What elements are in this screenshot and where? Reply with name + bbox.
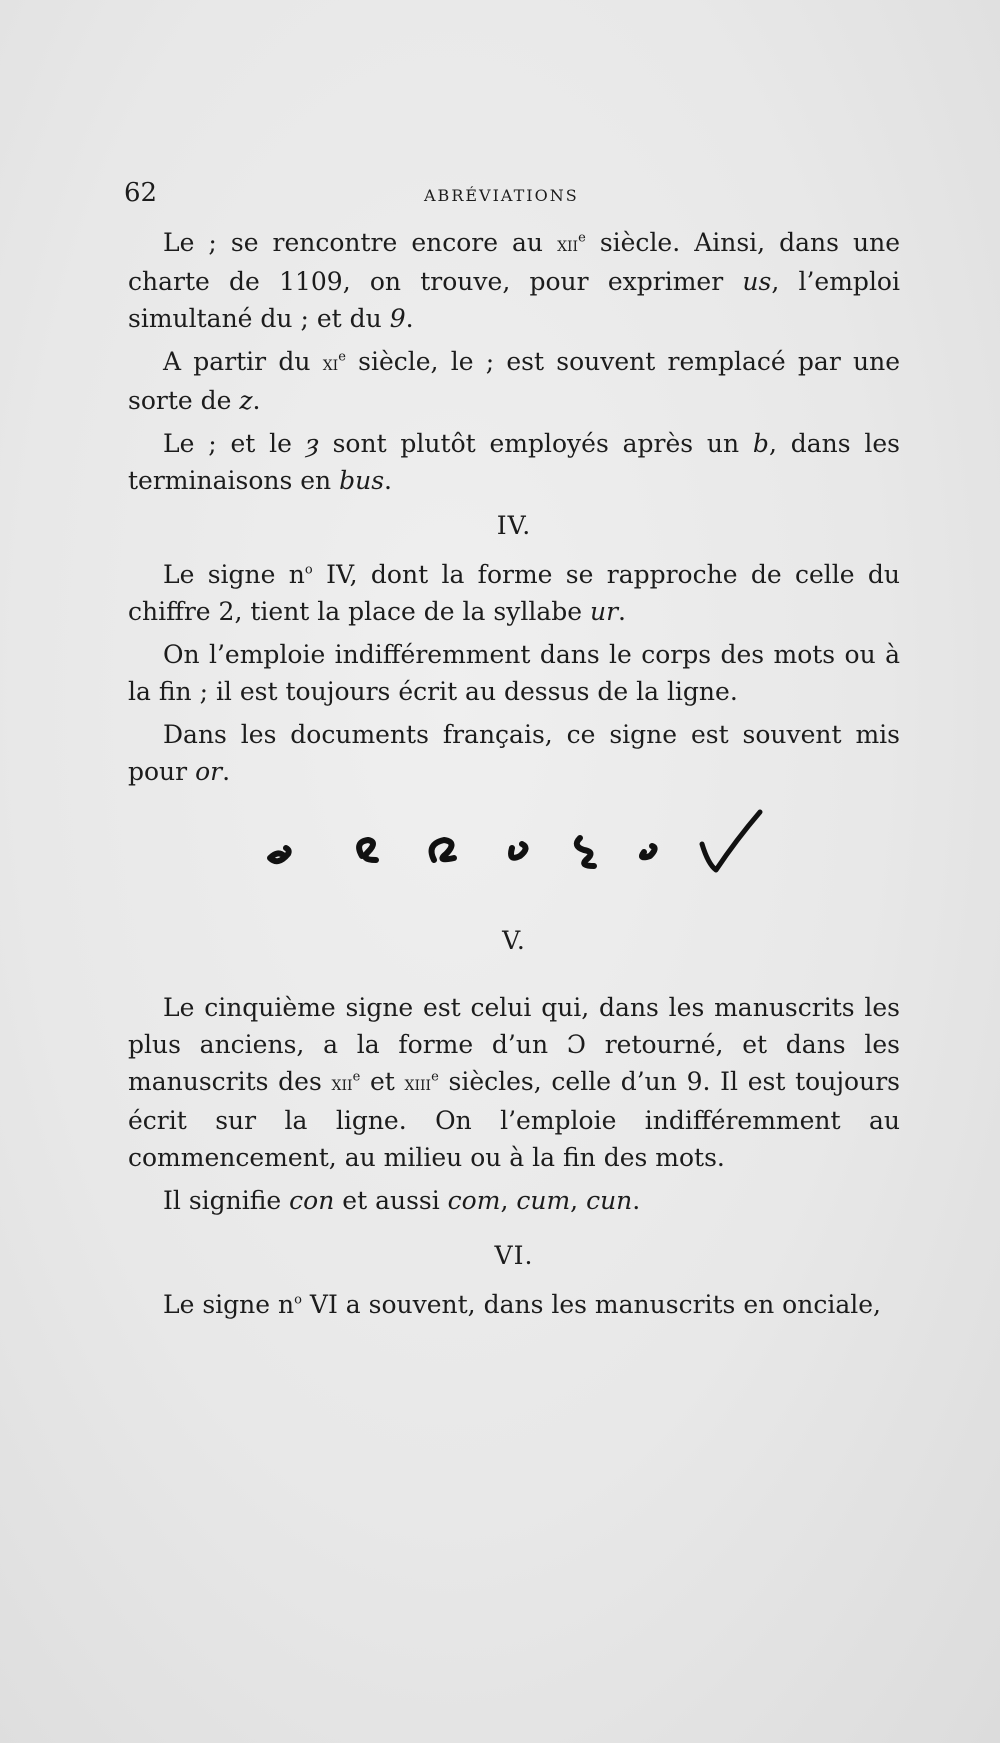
- text-run: Il signifie: [163, 1186, 290, 1215]
- superscript: e: [578, 230, 586, 246]
- superscript: e: [352, 1069, 361, 1085]
- paragraph-1: [128, 224, 900, 337]
- century-numeral: xii: [557, 232, 579, 256]
- century-numeral: xii: [331, 1071, 353, 1095]
- text-run: ,: [570, 1186, 587, 1215]
- superscript: e: [431, 1069, 439, 1085]
- text-run: siècle, le ; est souvent remplacé par une sorte de: [128, 347, 900, 415]
- italic-term: cun: [586, 1186, 633, 1215]
- sign-variant-3: [432, 840, 454, 860]
- page-body: [128, 224, 900, 1329]
- sign-variant-4: [511, 844, 526, 858]
- sign-variant-5: [577, 838, 594, 866]
- paragraph-6: [128, 716, 900, 790]
- abbreviation-glyph: Ɔ: [566, 1030, 586, 1059]
- century-numeral: xi: [322, 351, 339, 375]
- text-run: A partir du: [163, 347, 323, 376]
- page-header: [124, 178, 900, 208]
- superscript: o: [304, 562, 313, 578]
- paragraph-3: [128, 425, 900, 499]
- text-run: VI a souvent, dans les manuscrits en onciale,: [301, 1290, 881, 1319]
- text-run: .: [222, 757, 231, 786]
- italic-term: us: [742, 267, 772, 296]
- text-run: Le ; et le: [163, 429, 306, 458]
- italic-term: cum: [516, 1186, 571, 1215]
- text-run: ,: [500, 1186, 517, 1215]
- text-run: , l’emploi simultané du ; et du: [128, 267, 900, 333]
- text-run: Le signe n: [163, 1290, 295, 1319]
- text-run: retourné, et dans les manuscrits des: [128, 1030, 901, 1096]
- text-run: siècle. Ainsi, dans une charte de 1109, on trouve, pour exprimer: [128, 228, 900, 296]
- text-run: sont plutôt employés après un: [318, 429, 753, 458]
- abbreviation-glyph: 9: [686, 1067, 703, 1096]
- running-title: ABRÉVIATIONS: [424, 186, 579, 205]
- text-run: .: [252, 386, 261, 415]
- text-run: et aussi: [334, 1186, 448, 1215]
- sign-variant-1: [270, 848, 289, 861]
- section-heading-iv: IV.: [496, 511, 532, 540]
- italic-term: b: [752, 429, 769, 458]
- text-run: et: [360, 1067, 405, 1096]
- text-run: Le signe n: [163, 560, 305, 589]
- century-numeral: xiii: [404, 1071, 432, 1095]
- text-run: Le ; se rencontre encore au: [163, 228, 558, 257]
- text-run: .: [618, 597, 626, 626]
- paragraph-8: [128, 1182, 900, 1219]
- text-run: .: [632, 1186, 641, 1215]
- sign-iv-variants-figure: [128, 800, 900, 910]
- superscript: e: [338, 349, 346, 365]
- text-run: , dans les terminaisons en: [128, 429, 900, 495]
- text-run: .: [384, 466, 392, 495]
- text-run: .: [405, 304, 414, 333]
- section-heading-v: V.: [502, 926, 526, 955]
- sign-variant-7: [702, 812, 760, 870]
- italic-term: com: [447, 1186, 501, 1215]
- paragraph-9: [128, 1286, 900, 1323]
- text-run: . Il est toujours écrit sur la ligne. On l’emploie indifféremment au commencement, au milieu ou à la fin des mots.: [128, 1067, 900, 1172]
- superscript: o: [294, 1292, 302, 1308]
- page-number: 62: [124, 178, 158, 208]
- italic-term: bus: [339, 466, 385, 495]
- italic-term: con: [289, 1186, 335, 1215]
- section-heading-vi: VI.: [494, 1241, 534, 1270]
- italic-term: z: [239, 386, 253, 415]
- italic-term: ur: [589, 597, 619, 626]
- text-run: Dans les documents français, ce signe est souvent mis pour: [128, 720, 900, 786]
- paragraph-7: [128, 989, 900, 1176]
- abbreviation-glyph: ȝ: [305, 429, 319, 458]
- abbreviation-glyph: 9: [389, 304, 406, 333]
- abbreviation-sign-figure: [128, 800, 900, 910]
- text-run: IV, dont la forme se rapproche de celle du chiffre 2, tient la place de la syllabe: [128, 560, 900, 626]
- text-run: Le cinquième signe est celui qui, dans les manuscrits les plus anciens, a la forme d’un: [128, 993, 900, 1059]
- sign-variant-6: [642, 846, 655, 857]
- paragraph-2: [128, 343, 900, 419]
- sign-variant-2: [359, 840, 376, 860]
- text-run: siècles, celle d’un: [438, 1067, 687, 1096]
- italic-term: or: [195, 757, 223, 786]
- paragraph-4: [128, 556, 900, 630]
- paragraph-5: On l’emploie indifféremment dans le corps des mots ou à la fin ; il est toujours écrit au dessus de la ligne.: [128, 640, 900, 706]
